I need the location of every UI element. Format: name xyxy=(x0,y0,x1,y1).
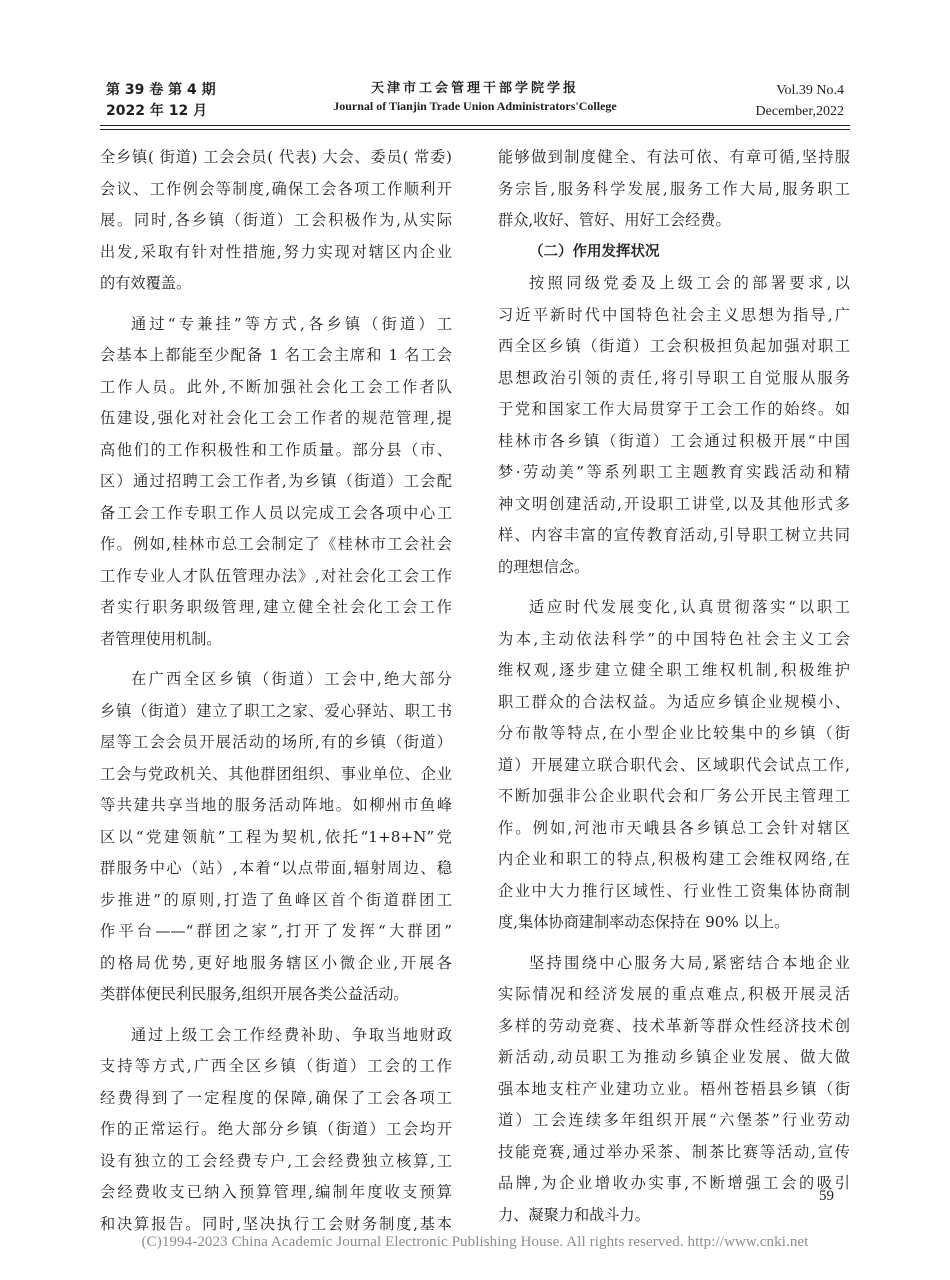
text-line: 实际情况和经济发展的重点难点,积极开展灵活 xyxy=(498,985,850,1003)
text-line: 高他们的工作积极性和工作质量。部分县（市、 xyxy=(100,440,452,459)
text-line: 为本,主动依法科学”的中国特色社会主义工会 xyxy=(498,629,850,648)
text-line: 伍建设,强化对社会化工会工作者的规范管理,提 xyxy=(100,409,452,427)
text-line: 桂林市各乡镇（街道）工会通过积极开展“中国 xyxy=(498,431,850,450)
text-line: 样、内容丰富的宣传教育活动,引导职工树立共同 xyxy=(498,526,850,544)
text-line: 展。同时,各乡镇（街道）工会积极作为,从实际 xyxy=(100,211,452,229)
volume-issue-cn: 第 39 卷 第 4 期 xyxy=(106,82,216,98)
text-line: 思想政治引领的责任,将引导职工自觉服从服务 xyxy=(498,368,850,387)
text-line: 按照同级党委及上级工会的部署要求,以 xyxy=(529,274,850,292)
header-left xyxy=(106,80,216,122)
text-line: 和决算报告。同时,坚决执行工会财务制度,基本 xyxy=(100,1214,452,1233)
text-line: 区）通过招聘工会工作者,为乡镇（街道）工会配 xyxy=(100,472,452,490)
text-line: 西全区乡镇（街道）工会积极担负起加强对职工 xyxy=(498,337,850,355)
text-line: 类群体便民利民服务,组织开展各类公益活动。 xyxy=(100,985,409,1003)
text-line: 会经费收支已纳入预算管理,编制年度收支预算 xyxy=(100,1183,452,1201)
text-line: 会基本上都能至少配备 1 名工会主席和 1 名工会 xyxy=(100,346,452,364)
text-line: 的格局优势,更好地服务辖区小微企业,开展各 xyxy=(100,953,452,972)
text-line: 在广西全区乡镇（街道）工会中,绝大部分 xyxy=(131,670,452,688)
text-line: （二）作用发挥状况 xyxy=(529,243,660,260)
journal-title-block xyxy=(300,80,650,115)
text-line: 经费得到了一定程度的保障,确保了工会各项工 xyxy=(100,1088,452,1107)
text-line: 作。例如,河池市天峨县各乡镇总工会针对辖区 xyxy=(498,818,850,837)
text-line: 神文明创建活动,开设职工讲堂,以及其他形式多 xyxy=(498,494,850,513)
text-line: 乡镇（街道）建立了职工之家、爱心驿站、职工书 xyxy=(100,701,452,720)
text-line: 强本地支柱产业建功立业。梧州苍梧县乡镇（街 xyxy=(498,1079,850,1098)
text-line: 通过上级工会工作经费补助、争取当地财政 xyxy=(131,1025,452,1044)
text-line: 的理想信念。 xyxy=(498,557,590,576)
left-column xyxy=(100,142,452,1240)
text-line: 群服务中心（站）,本着“以点带面,辐射周边、稳 xyxy=(100,859,452,877)
header-rule-thick xyxy=(100,125,850,126)
text-line: 技能竞赛,通过举办采茶、制茶比赛等活动,宣传 xyxy=(498,1142,850,1161)
header-right xyxy=(756,80,844,122)
text-line: 力、凝聚力和战斗力。 xyxy=(498,1205,650,1224)
text-line: 维权观,逐步建立健全职工维权机制,积极维护 xyxy=(498,661,850,679)
text-line: 出发,采取有针对性措施,努力实现对辖区内企业 xyxy=(100,242,452,261)
text-line: 适应时代发展变化,认真贯彻落实“以职工 xyxy=(529,598,850,616)
text-line: 道）工会连续多年组织开展“六堡茶”行业劳动 xyxy=(498,1111,850,1129)
text-line: 者管理使用机制。 xyxy=(100,629,222,648)
text-line: 等共建共享当地的服务活动阵地。如柳州市鱼峰 xyxy=(100,796,452,814)
text-line: 备工会工作专职工作人员以完成工会各项中心工 xyxy=(100,503,452,522)
text-line: 品牌,为企业增收办实事,不断增强工会的吸引 xyxy=(498,1174,850,1192)
copyright-footer: (C)1994-2023 China Academic Journal Electronic Publishing House. All rights reserved. http://www.cnki.net xyxy=(141,1234,809,1250)
text-line: 群众,收好、管好、用好工会经费。 xyxy=(498,211,731,229)
text-line: 屋等工会会员开展活动的场所,有的乡镇（街道） xyxy=(100,733,452,751)
text-line: 坚持围绕中心服务大局,紧密结合本地企业 xyxy=(529,953,850,972)
text-line: 步推进”的原则,打造了鱼峰区首个街道群团工 xyxy=(100,890,452,909)
journal-title-cn: 天津市工会管理干部学院学报 xyxy=(370,81,579,96)
text-line: 工作人员。此外,不断加强社会化工会工作者队 xyxy=(100,377,452,396)
text-line: 会议、工作例会等制度,确保工会各项工作顺利开 xyxy=(100,179,452,198)
text-line: 工会与党政机关、其他群团组织、事业单位、企业 xyxy=(100,764,452,783)
journal-title-en: Journal of Tianjin Trade Union Administrators'College xyxy=(333,99,617,113)
header-rule-thin xyxy=(100,129,850,130)
text-line: 支持等方式,广西全区乡镇（街道）工会的工作 xyxy=(100,1057,452,1075)
text-line: 区以“党建领航”工程为契机,依托“1+8+N”党 xyxy=(100,827,452,846)
text-line: 职工群众的合法权益。为适应乡镇企业规模小、 xyxy=(498,692,850,711)
text-line: 者实行职务职级管理,建立健全社会化工会工作 xyxy=(100,598,452,616)
volume-issue-en: Vol.39 No.4 xyxy=(776,83,844,98)
text-line: 的有效覆盖。 xyxy=(100,274,192,292)
text-line: 设有独立的工会经费专户,工会经费独立核算,工 xyxy=(100,1151,452,1170)
text-line: 全乡镇( 街道) 工会会员( 代表) 大会、委员( 常委) xyxy=(100,148,452,166)
date-en: December,2022 xyxy=(755,104,844,119)
text-line: 作的正常运行。绝大部分乡镇（街道）工会均开 xyxy=(100,1120,452,1138)
text-line: 工作专业人才队伍管理办法》,对社会化工会工作 xyxy=(100,566,452,585)
text-line: 习近平新时代中国特色社会主义思想为指导,广 xyxy=(498,305,850,324)
text-line: 度,集体协商建制率动态保持在 90% 以上。 xyxy=(498,913,790,931)
text-line: 于党和国家工作大局贯穿于工会工作的始终。如 xyxy=(498,400,850,418)
text-line: 作平台——“群团之家”,打开了发挥“大群团” xyxy=(100,922,452,940)
text-line: 新活动,动员职工为推动乡镇企业发展、做大做 xyxy=(498,1048,850,1066)
right-column xyxy=(498,142,850,1231)
text-line: 道）开展建立联合职代会、区域职代会试点工作, xyxy=(498,755,850,774)
text-line: 通过“专兼挂”等方式,各乡镇（街道）工 xyxy=(131,314,452,333)
page-number: 59 xyxy=(819,1188,834,1204)
text-line: 企业中大力推行区域性、行业性工资集体协商制 xyxy=(498,881,850,900)
text-line: 作。例如,桂林市总工会制定了《桂林市工会社会 xyxy=(100,535,452,553)
text-line: 内企业和职工的特点,积极构建工会维权网络,在 xyxy=(498,850,850,868)
text-line: 不断加强非公企业职代会和厂务公开民主管理工 xyxy=(498,787,850,805)
date-cn: 2022 年 12 月 xyxy=(106,103,208,119)
text-line: 能够做到制度健全、有法可依、有章可循,坚持服 xyxy=(498,148,850,166)
text-line: 分布散等特点,在小型企业比较集中的乡镇（街 xyxy=(498,724,850,742)
text-line: 务宗旨,服务科学发展,服务工作大局,服务职工 xyxy=(498,179,850,198)
text-line: 梦·劳动美”等系列职工主题教育实践活动和精 xyxy=(498,463,850,481)
text-line: 多样的劳动竞赛、技术革新等群众性经济技术创 xyxy=(498,1016,850,1035)
